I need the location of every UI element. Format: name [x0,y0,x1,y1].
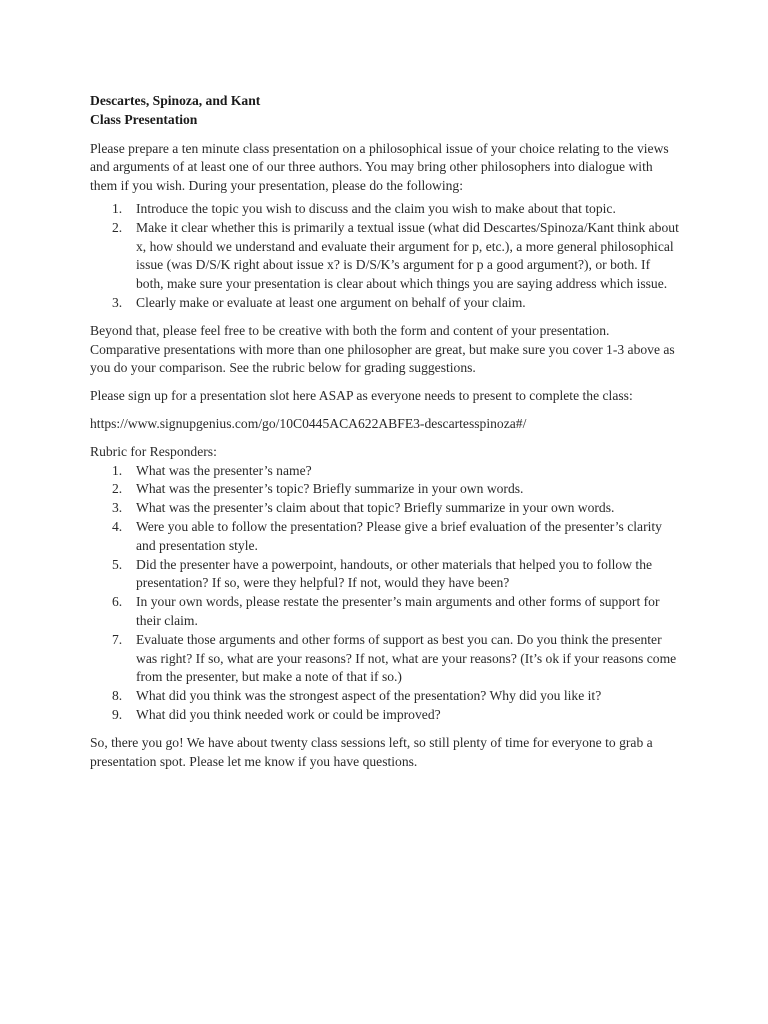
rubric-item [90,687,680,706]
task-number: 1. [112,200,123,216]
rubric-title: Rubric for Responders: [90,443,217,459]
signup-link[interactable]: https://www.signupgenius.com/go/10C0445ACA622ABFE3-descartesspinoza#/ [90,415,527,431]
signup-paragraph: Please sign up for a presentation slot here ASAP as everyone needs to present to complete the class: [90,388,633,404]
task-list [90,200,680,313]
task-item [90,219,680,294]
assignment-title: Class Presentation [90,111,198,127]
rubric-item [90,480,680,499]
rubric-text: What was the presenter’s topic? Briefly summarize in your own words. [136,481,524,497]
rubric-number: 2. [112,481,123,497]
rubric-number: 1. [112,462,123,478]
rubric-number: 4. [112,518,123,534]
task-text: Clearly make or evaluate at least one argument on behalf of your claim. [136,294,526,310]
closing-paragraph: So, there you go! We have about twenty class sessions left, so still plenty of time for everyone to grab a presentation spot. Please let me know if you have questions. [90,734,653,769]
course-title: Descartes, Spinoza, and Kant [90,93,261,108]
rubric-number: 7. [112,631,123,647]
task-number: 2. [112,219,123,235]
rubric-text: Evaluate those arguments and other forms of support as best you can. Do you think the presenter was right? If so, what are your reasons? If not, what are your reasons? (It’s ok if your reasons come from the presenter, but make a note of that if so.) [136,631,677,685]
rubric-item [90,556,680,594]
rubric-text: What was the presenter’s name? [136,462,312,478]
rubric-text: In your own words, please restate the presenter’s main arguments and other forms of support for their claim. [136,594,660,628]
rubric-number: 6. [112,594,123,610]
task-text: Introduce the topic you wish to discuss and the claim you wish to make about that topic. [136,200,616,216]
task-item [90,294,680,313]
rubric-item [90,593,680,631]
rubric-text: What did you think needed work or could be improved? [136,706,441,722]
rubric-number: 8. [112,688,123,704]
rubric-item [90,631,680,687]
rubric-item [90,518,680,556]
task-number: 3. [112,294,123,310]
rubric-item [90,706,680,725]
rubric-number: 9. [112,706,123,722]
beyond-paragraph: Beyond that, please feel free to be creative with both the form and content of your presentation. Comparative presentations with more than one philosopher are great, but make sure you cover 1-3 above as you do your comparison. See the rubric below for grading suggestions. [90,322,675,376]
rubric-number: 3. [112,500,123,516]
rubric-list [90,462,680,725]
document-page [90,92,680,771]
rubric-text: What was the presenter’s claim about that topic? Briefly summarize in your own words. [136,500,615,516]
rubric-text: What did you think was the strongest aspect of the presentation? Why did you like it? [136,688,602,704]
task-text: Make it clear whether this is primarily a textual issue (what did Descartes/Spinoza/Kant think about x, how should we understand and evaluate their argument for p, etc.), a more general philosophical issue (was D/S/K right about issue x? is D/S/K’s argument for p a good argument?), or both. If both, make sure your presentation is clear about which things you are saying address which issue. [136,219,679,292]
rubric-item [90,499,680,518]
rubric-item [90,462,680,481]
rubric-text: Did the presenter have a powerpoint, handouts, or other materials that helped you to follow the presentation? If so, were they helpful? If not, would they have been? [136,556,653,591]
rubric-number: 5. [112,556,123,572]
rubric-text: Were you able to follow the presentation? Please give a brief evaluation of the presenter’s clarity and presentation style. [136,518,662,553]
intro-paragraph: Please prepare a ten minute class presentation on a philosophical issue of your choice relating to the views and arguments of at least one of our three authors. You may bring other philosophers into dialogue with them if you wish. During your presentation, please do the following: [90,140,669,194]
task-item [90,200,680,219]
